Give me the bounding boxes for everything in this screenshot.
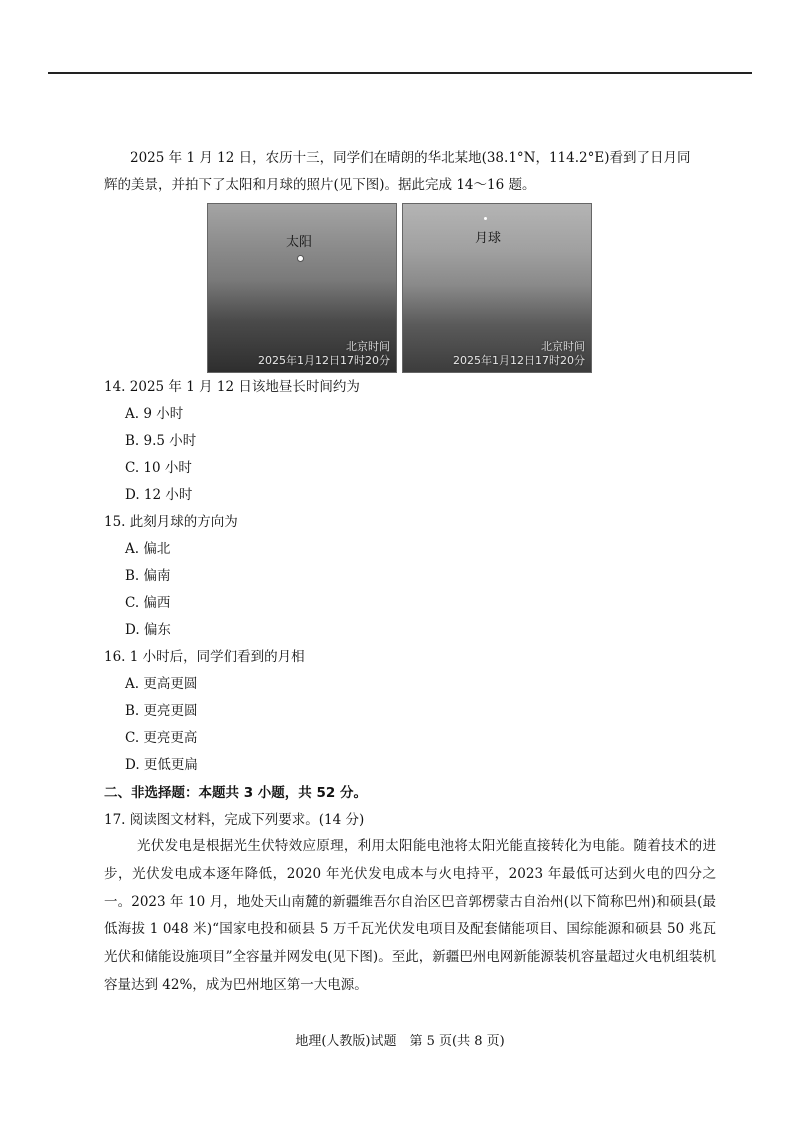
sun-label: 太阳 [286, 235, 313, 250]
moon-photo-timestamp [453, 340, 585, 368]
moon-stamp-line2: 2025年1月12日17时20分 [453, 354, 585, 367]
question-17-stem: 17. 阅读图文材料，完成下列要求。(14 分) [104, 812, 365, 828]
page-footer: 地理(人教版)试题 第 5 页(共 8 页) [295, 1034, 505, 1049]
sun-marker-icon [297, 255, 304, 262]
question-15-option-d: D. 偏东 [125, 622, 171, 638]
photo-figure [207, 203, 587, 373]
question-16-option-d: D. 更低更扁 [125, 757, 198, 773]
question-15-option-b: B. 偏南 [125, 568, 171, 584]
question-15-option-c: C. 偏西 [125, 595, 171, 611]
question-14-option-a: A. 9 小时 [125, 406, 184, 422]
moon-label: 月球 [475, 231, 502, 246]
top-rule [48, 72, 752, 74]
question-16-option-a: A. 更高更圆 [125, 676, 198, 692]
question-16-stem: 16. 1 小时后，同学们看到的月相 [104, 649, 305, 665]
question-14-option-b: B. 9.5 小时 [125, 433, 197, 449]
moon-marker-icon [484, 217, 487, 220]
moon-stamp-line1: 北京时间 [541, 340, 585, 353]
intro-paragraph: 2025 年 1 月 12 日，农历十三，同学们在晴朗的华北某地(38.1°N，114.2°E)看到了日月同辉的美景，并拍下了太阳和月球的照片(见下图)。据此完成 14～16 题。 [104, 150, 691, 193]
sun-photo [207, 203, 397, 373]
question-14-stem: 14. 2025 年 1 月 12 日该地昼长时间约为 [104, 379, 360, 395]
question-16-option-c: C. 更亮更高 [125, 730, 198, 746]
sun-photo-timestamp [258, 340, 390, 368]
section-2-title: 二、非选择题：本题共 3 小题，共 52 分。 [104, 785, 367, 801]
question-15-stem: 15. 此刻月球的方向为 [104, 514, 238, 530]
question-14-option-d: D. 12 小时 [125, 487, 193, 503]
sun-stamp-line1: 北京时间 [346, 340, 390, 353]
sun-stamp-line2: 2025年1月12日17时20分 [258, 354, 390, 367]
question-17-material: 光伏发电是根据光生伏特效应原理，利用太阳能电池将太阳光能直接转化为电能。随着技术的进步，光伏发电成本逐年降低，2020 年光伏发电成本与火电持平，2023 年最低可达到火电的四分之一。2023 年 10 月，地处天山南麓的新疆维吾尔自治区巴音郭楞蒙古自治州(以下简称巴州)和硕县(最低海拔 1 048 米)“国家电投和硕县 5 万千瓦光伏发电项目及配套储能项目、国综能源和硕县 50 兆瓦光伏和储能设施项目”全容量并网发电(见下图)。至此，新疆巴州电网新能源装机容量超过火电机组装机容量达到 42%，成为巴州地区第一大电源。 [104, 838, 716, 993]
moon-photo [402, 203, 592, 373]
question-16-option-b: B. 更亮更圆 [125, 703, 198, 719]
question-15-option-a: A. 偏北 [125, 541, 171, 557]
question-14-option-c: C. 10 小时 [125, 460, 192, 476]
